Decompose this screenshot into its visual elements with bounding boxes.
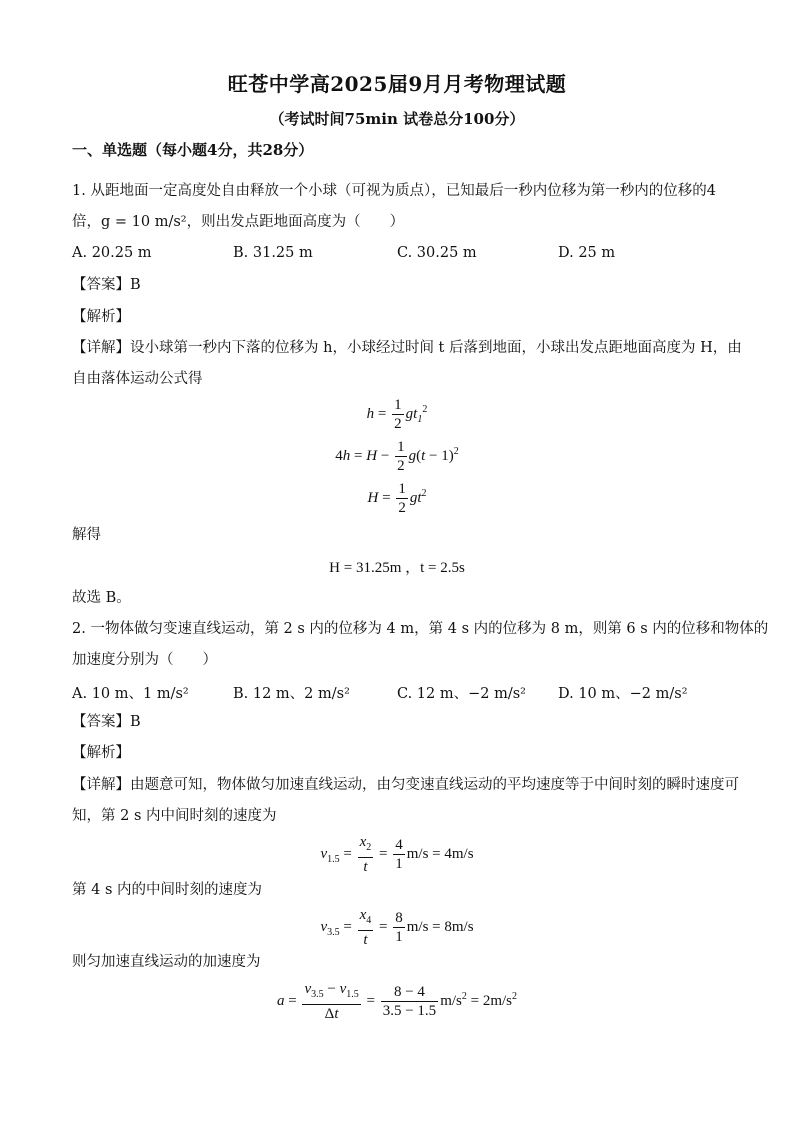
q2-answer: 【答案】B [72,714,141,730]
q2-option-c: C. 12 m、−2 m/s² [397,686,526,702]
q2-detail-line2: 知，第 2 s 内中间时刻的速度为 [72,808,277,824]
q2-detail-line1: 【详解】由题意可知，物体做匀加速直线运动，由匀变速直线运动的平均速度等于中间时刻的瞬时速度可 [72,777,739,793]
q2-stem-line1: 2. 一物体做匀变速直线运动，第 2 s 内的位移为 4 m，第 4 s 内的位移为 8 m，则第 6 s 内的位移和物体的 [72,621,769,637]
section-heading: 一、单选题（每小题4分，共28分） [72,141,314,159]
q2-accel-text: 则匀加速直线运动的加速度为 [72,954,261,970]
equation-h: h = $\frac{1}{2}$ $gt_1^2$ [366,397,428,432]
q2-option-a: A. 10 m、1 m/s² [72,686,189,702]
q2-option-b: B. 12 m、2 m/s² [233,686,350,702]
q1-detail-line2: 自由落体运动公式得 [72,371,203,387]
q1-result: H = 31.25m ，t = 2.5s [329,560,465,576]
q1-stem-line1: 1. 从距地面一定高度处自由释放一个小球（可视为质点），已知最后一秒内位移为第一秒内的位移的4 [72,183,716,199]
q1-analysis-label: 【解析】 [72,309,130,325]
equation-accel: a = $\frac{v_{3.5} - v_{1.5}}{\Delta t}$ = $\frac{8 - 4}{3.5 - 1.5}$ $m/s^2 = 2m/s^2$ [276,981,518,1022]
q1-stem-line2: 倍，g = 10 m/s²，则出发点距地面高度为（ ） [72,214,405,230]
equation-H: H = $\frac{1}{2}$ $gt^2$ [367,481,427,516]
q1-solve-label: 解得 [72,527,101,543]
q2-option-d: D. 10 m、−2 m/s² [558,686,688,702]
page-title: 旺苍中学高2025届9月月考物理试题 [227,72,567,96]
q2-analysis-label: 【解析】 [72,745,130,761]
q1-option-a: A. 20.25 m [72,245,152,261]
q1-conclusion: 故选 B。 [72,590,131,606]
equation-4h: 4h = H − $\frac{1}{2}$ $g(t - 1)^2$ [335,439,459,474]
q2-stem-line2: 加速度分别为（ ） [72,652,217,668]
q1-answer: 【答案】B [72,277,141,293]
q1-option-b: B. 31.25 m [233,245,313,261]
q1-option-c: C. 30.25 m [397,245,477,261]
equation-v15: $v_{1.5}$ = $\frac{x_2}{t}$ = $\frac{4}{1}$ m/s = 4m/s [320,834,474,875]
q1-detail-line1: 【详解】设小球第一秒内下落的位移为 h，小球经过时间 t 后落到地面，小球出发点距地面高度为 H，由 [72,340,742,356]
q1-option-d: D. 25 m [558,245,616,261]
exam-info: （考试时间75min 试卷总分100分） [269,110,525,128]
q2-mid4-text: 第 4 s 内的中间时刻的速度为 [72,882,262,898]
equation-v35: $v_{3.5}$ = $\frac{x_4}{t}$ = $\frac{8}{1}$ m/s = 8m/s [320,907,474,948]
